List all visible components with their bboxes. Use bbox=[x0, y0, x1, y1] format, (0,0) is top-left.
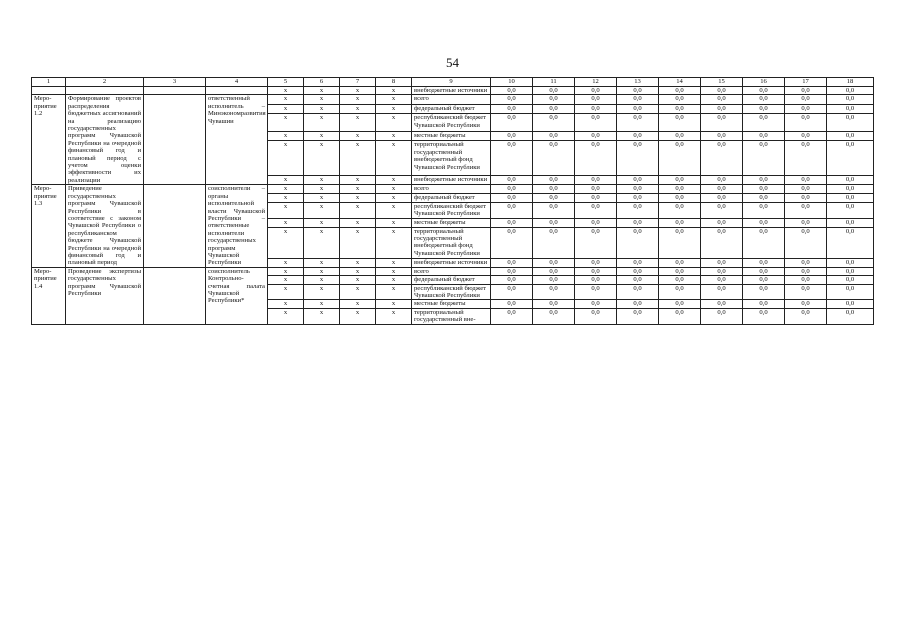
amount-value: 0,0 bbox=[575, 218, 617, 227]
amount-value: 0,0 bbox=[491, 114, 533, 132]
x-marker: х bbox=[340, 218, 376, 227]
amount-value: 0,0 bbox=[785, 227, 827, 259]
amount-value: 0,0 bbox=[785, 193, 827, 202]
x-marker: х bbox=[304, 95, 340, 104]
table-row bbox=[32, 95, 874, 104]
amount-value: 0,0 bbox=[533, 95, 575, 104]
x-marker: х bbox=[340, 202, 376, 218]
amount-value: 0,0 bbox=[827, 132, 874, 141]
amount-value: 0,0 bbox=[575, 259, 617, 268]
table-body bbox=[32, 78, 874, 325]
amount-value: 0,0 bbox=[743, 259, 785, 268]
x-marker: х bbox=[304, 175, 340, 184]
empty-cell bbox=[144, 267, 206, 324]
amount-value: 0,0 bbox=[491, 308, 533, 324]
column-number-cell: 18 bbox=[827, 78, 874, 87]
funding-source: республиканский бюджет Чувашской Республики bbox=[412, 284, 491, 300]
amount-value: 0,0 bbox=[659, 259, 701, 268]
amount-value: 0,0 bbox=[785, 300, 827, 308]
column-number-cell: 1 bbox=[32, 78, 66, 87]
amount-value: 0,0 bbox=[575, 308, 617, 324]
activity-name: Приведение государственных программ Чувашской Республики в соответствие с законом Чувашской Республики о республиканском бюджете Чувашской Республики на очередной финансовый год и плановый период bbox=[66, 185, 144, 267]
x-marker: х bbox=[268, 141, 304, 175]
amount-value: 0,0 bbox=[533, 114, 575, 132]
amount-value: 0,0 bbox=[491, 300, 533, 308]
x-marker: х bbox=[376, 104, 412, 113]
amount-value: 0,0 bbox=[491, 141, 533, 175]
funding-source: местные бюджеты bbox=[412, 300, 491, 308]
empty-cell bbox=[32, 87, 66, 95]
x-marker: х bbox=[304, 276, 340, 284]
amount-value: 0,0 bbox=[701, 175, 743, 184]
page-number: 54 bbox=[446, 55, 459, 70]
x-marker: х bbox=[268, 276, 304, 284]
amount-value: 0,0 bbox=[659, 104, 701, 113]
amount-value: 0,0 bbox=[743, 95, 785, 104]
amount-value: 0,0 bbox=[659, 267, 701, 275]
amount-value: 0,0 bbox=[785, 185, 827, 194]
funding-source: всего bbox=[412, 267, 491, 275]
amount-value: 0,0 bbox=[785, 95, 827, 104]
funding-source: территориальный государственный вне- bbox=[412, 308, 491, 324]
x-marker: х bbox=[268, 132, 304, 141]
amount-value: 0,0 bbox=[743, 276, 785, 284]
x-marker: х bbox=[340, 300, 376, 308]
amount-value: 0,0 bbox=[491, 132, 533, 141]
table-row bbox=[32, 267, 874, 275]
column-number-cell: 11 bbox=[533, 78, 575, 87]
amount-value: 0,0 bbox=[533, 141, 575, 175]
column-number-cell: 14 bbox=[659, 78, 701, 87]
amount-value: 0,0 bbox=[575, 227, 617, 259]
amount-value: 0,0 bbox=[785, 104, 827, 113]
amount-value: 0,0 bbox=[743, 104, 785, 113]
x-marker: х bbox=[304, 218, 340, 227]
amount-value: 0,0 bbox=[575, 284, 617, 300]
amount-value: 0,0 bbox=[827, 114, 874, 132]
amount-value: 0,0 bbox=[617, 300, 659, 308]
amount-value: 0,0 bbox=[491, 267, 533, 275]
amount-value: 0,0 bbox=[575, 114, 617, 132]
activity-code: Мероприятие 1.4 bbox=[32, 267, 66, 324]
amount-value: 0,0 bbox=[827, 104, 874, 113]
x-marker: х bbox=[268, 185, 304, 194]
x-marker: х bbox=[268, 104, 304, 113]
amount-value: 0,0 bbox=[575, 132, 617, 141]
column-number-cell: 15 bbox=[701, 78, 743, 87]
amount-value: 0,0 bbox=[491, 87, 533, 95]
amount-value: 0,0 bbox=[617, 259, 659, 268]
amount-value: 0,0 bbox=[533, 202, 575, 218]
x-marker: х bbox=[304, 300, 340, 308]
amount-value: 0,0 bbox=[743, 193, 785, 202]
empty-cell bbox=[144, 95, 206, 185]
amount-value: 0,0 bbox=[785, 276, 827, 284]
amount-value: 0,0 bbox=[491, 218, 533, 227]
amount-value: 0,0 bbox=[533, 185, 575, 194]
amount-value: 0,0 bbox=[659, 141, 701, 175]
x-marker: х bbox=[304, 114, 340, 132]
activity-executor: ответственный исполнитель – Минэкономразвития Чувашии bbox=[206, 95, 268, 185]
amount-value: 0,0 bbox=[659, 95, 701, 104]
x-marker: х bbox=[268, 193, 304, 202]
amount-value: 0,0 bbox=[827, 259, 874, 268]
table-row bbox=[32, 185, 874, 194]
amount-value: 0,0 bbox=[743, 300, 785, 308]
funding-source: республиканский бюджет Чувашской Республики bbox=[412, 202, 491, 218]
amount-value: 0,0 bbox=[701, 259, 743, 268]
amount-value: 0,0 bbox=[659, 218, 701, 227]
amount-value: 0,0 bbox=[659, 276, 701, 284]
activity-name: Формирование проектов распределения бюджетных ассигнований на реализацию государственных программ Чувашской Республики на очередной финансовый год и плановый период с учетом оценки эффективности их реализации bbox=[66, 95, 144, 185]
amount-value: 0,0 bbox=[827, 141, 874, 175]
amount-value: 0,0 bbox=[827, 202, 874, 218]
funding-source: территориальный государственный внебюджетный фонд Чувашской Республики bbox=[412, 227, 491, 259]
amount-value: 0,0 bbox=[701, 95, 743, 104]
amount-value: 0,0 bbox=[701, 104, 743, 113]
amount-value: 0,0 bbox=[533, 308, 575, 324]
amount-value: 0,0 bbox=[617, 218, 659, 227]
x-marker: х bbox=[304, 185, 340, 194]
amount-value: 0,0 bbox=[617, 276, 659, 284]
amount-value: 0,0 bbox=[575, 202, 617, 218]
x-marker: х bbox=[340, 284, 376, 300]
amount-value: 0,0 bbox=[701, 185, 743, 194]
x-marker: х bbox=[340, 185, 376, 194]
x-marker: х bbox=[340, 308, 376, 324]
amount-value: 0,0 bbox=[785, 87, 827, 95]
amount-value: 0,0 bbox=[743, 87, 785, 95]
amount-value: 0,0 bbox=[617, 104, 659, 113]
amount-value: 0,0 bbox=[743, 141, 785, 175]
amount-value: 0,0 bbox=[827, 185, 874, 194]
column-number-cell: 17 bbox=[785, 78, 827, 87]
x-marker: х bbox=[376, 284, 412, 300]
amount-value: 0,0 bbox=[575, 276, 617, 284]
amount-value: 0,0 bbox=[617, 87, 659, 95]
amount-value: 0,0 bbox=[491, 259, 533, 268]
amount-value: 0,0 bbox=[659, 193, 701, 202]
amount-value: 0,0 bbox=[785, 218, 827, 227]
amount-value: 0,0 bbox=[491, 202, 533, 218]
x-marker: х bbox=[340, 227, 376, 259]
program-funding-table bbox=[31, 77, 874, 325]
x-marker: х bbox=[376, 300, 412, 308]
amount-value: 0,0 bbox=[827, 276, 874, 284]
x-marker: х bbox=[340, 114, 376, 132]
amount-value: 0,0 bbox=[701, 284, 743, 300]
amount-value: 0,0 bbox=[701, 132, 743, 141]
x-marker: х bbox=[268, 259, 304, 268]
amount-value: 0,0 bbox=[827, 227, 874, 259]
amount-value: 0,0 bbox=[533, 104, 575, 113]
amount-value: 0,0 bbox=[533, 87, 575, 95]
amount-value: 0,0 bbox=[785, 114, 827, 132]
x-marker: х bbox=[340, 95, 376, 104]
activity-name: Проведение экспертизы государственных программ Чувашской Республики bbox=[66, 267, 144, 324]
amount-value: 0,0 bbox=[701, 141, 743, 175]
amount-value: 0,0 bbox=[617, 267, 659, 275]
amount-value: 0,0 bbox=[533, 227, 575, 259]
amount-value: 0,0 bbox=[785, 141, 827, 175]
x-marker: х bbox=[268, 227, 304, 259]
x-marker: х bbox=[268, 175, 304, 184]
amount-value: 0,0 bbox=[617, 308, 659, 324]
empty-cell bbox=[144, 185, 206, 267]
amount-value: 0,0 bbox=[701, 267, 743, 275]
x-marker: х bbox=[376, 259, 412, 268]
x-marker: х bbox=[376, 175, 412, 184]
amount-value: 0,0 bbox=[701, 276, 743, 284]
amount-value: 0,0 bbox=[575, 87, 617, 95]
amount-value: 0,0 bbox=[575, 267, 617, 275]
amount-value: 0,0 bbox=[533, 175, 575, 184]
amount-value: 0,0 bbox=[575, 185, 617, 194]
x-marker: х bbox=[340, 193, 376, 202]
empty-cell bbox=[66, 87, 144, 95]
column-number-cell: 4 bbox=[206, 78, 268, 87]
amount-value: 0,0 bbox=[743, 218, 785, 227]
amount-value: 0,0 bbox=[617, 95, 659, 104]
column-number-cell: 13 bbox=[617, 78, 659, 87]
x-marker: х bbox=[376, 114, 412, 132]
amount-value: 0,0 bbox=[617, 193, 659, 202]
amount-value: 0,0 bbox=[617, 227, 659, 259]
amount-value: 0,0 bbox=[827, 87, 874, 95]
amount-value: 0,0 bbox=[533, 259, 575, 268]
x-marker: х bbox=[376, 95, 412, 104]
x-marker: х bbox=[376, 202, 412, 218]
x-marker: х bbox=[304, 104, 340, 113]
funding-source: внебюджетные источники bbox=[412, 175, 491, 184]
amount-value: 0,0 bbox=[659, 300, 701, 308]
amount-value: 0,0 bbox=[701, 202, 743, 218]
x-marker: х bbox=[268, 284, 304, 300]
funding-source: внебюджетные источники bbox=[412, 87, 491, 95]
empty-cell bbox=[144, 87, 206, 95]
amount-value: 0,0 bbox=[743, 267, 785, 275]
x-marker: х bbox=[304, 202, 340, 218]
x-marker: х bbox=[268, 202, 304, 218]
amount-value: 0,0 bbox=[743, 308, 785, 324]
column-number-cell: 8 bbox=[376, 78, 412, 87]
x-marker: х bbox=[376, 87, 412, 95]
amount-value: 0,0 bbox=[785, 202, 827, 218]
amount-value: 0,0 bbox=[575, 95, 617, 104]
amount-value: 0,0 bbox=[491, 284, 533, 300]
amount-value: 0,0 bbox=[743, 185, 785, 194]
amount-value: 0,0 bbox=[785, 132, 827, 141]
amount-value: 0,0 bbox=[575, 193, 617, 202]
amount-value: 0,0 bbox=[659, 308, 701, 324]
x-marker: х bbox=[304, 193, 340, 202]
table-row bbox=[32, 87, 874, 95]
x-marker: х bbox=[340, 104, 376, 113]
x-marker: х bbox=[376, 276, 412, 284]
column-number-cell: 2 bbox=[66, 78, 144, 87]
x-marker: х bbox=[304, 284, 340, 300]
amount-value: 0,0 bbox=[617, 175, 659, 184]
amount-value: 0,0 bbox=[659, 227, 701, 259]
amount-value: 0,0 bbox=[701, 218, 743, 227]
amount-value: 0,0 bbox=[617, 202, 659, 218]
amount-value: 0,0 bbox=[701, 300, 743, 308]
amount-value: 0,0 bbox=[785, 267, 827, 275]
column-number-cell: 9 bbox=[412, 78, 491, 87]
amount-value: 0,0 bbox=[827, 308, 874, 324]
amount-value: 0,0 bbox=[533, 284, 575, 300]
amount-value: 0,0 bbox=[659, 284, 701, 300]
column-number-row bbox=[32, 78, 874, 87]
amount-value: 0,0 bbox=[701, 227, 743, 259]
column-number-cell: 3 bbox=[144, 78, 206, 87]
amount-value: 0,0 bbox=[491, 95, 533, 104]
amount-value: 0,0 bbox=[533, 218, 575, 227]
x-marker: х bbox=[304, 141, 340, 175]
empty-cell bbox=[206, 87, 268, 95]
amount-value: 0,0 bbox=[533, 276, 575, 284]
funding-source: территориальный государственный внебюджетный фонд Чувашской Республики bbox=[412, 141, 491, 175]
amount-value: 0,0 bbox=[827, 218, 874, 227]
amount-value: 0,0 bbox=[659, 114, 701, 132]
amount-value: 0,0 bbox=[785, 308, 827, 324]
amount-value: 0,0 bbox=[827, 193, 874, 202]
amount-value: 0,0 bbox=[659, 202, 701, 218]
amount-value: 0,0 bbox=[785, 284, 827, 300]
amount-value: 0,0 bbox=[575, 175, 617, 184]
funding-source: республиканский бюджет Чувашской Республики bbox=[412, 114, 491, 132]
amount-value: 0,0 bbox=[491, 227, 533, 259]
x-marker: х bbox=[340, 87, 376, 95]
x-marker: х bbox=[376, 308, 412, 324]
amount-value: 0,0 bbox=[743, 284, 785, 300]
amount-value: 0,0 bbox=[827, 95, 874, 104]
x-marker: х bbox=[376, 218, 412, 227]
column-number-cell: 5 bbox=[268, 78, 304, 87]
x-marker: х bbox=[304, 267, 340, 275]
amount-value: 0,0 bbox=[743, 202, 785, 218]
x-marker: х bbox=[340, 259, 376, 268]
amount-value: 0,0 bbox=[617, 185, 659, 194]
column-number-cell: 16 bbox=[743, 78, 785, 87]
x-marker: х bbox=[268, 114, 304, 132]
amount-value: 0,0 bbox=[701, 308, 743, 324]
amount-value: 0,0 bbox=[575, 300, 617, 308]
activity-code: Мероприятие 1.2 bbox=[32, 95, 66, 185]
x-marker: х bbox=[376, 132, 412, 141]
x-marker: х bbox=[340, 175, 376, 184]
funding-source: федеральный бюджет bbox=[412, 104, 491, 113]
x-marker: х bbox=[304, 87, 340, 95]
amount-value: 0,0 bbox=[575, 141, 617, 175]
x-marker: х bbox=[340, 267, 376, 275]
activity-executor: соисполнитель Контрольно-счетная палата Чувашской Республики* bbox=[206, 267, 268, 324]
amount-value: 0,0 bbox=[491, 276, 533, 284]
amount-value: 0,0 bbox=[743, 227, 785, 259]
amount-value: 0,0 bbox=[785, 175, 827, 184]
column-number-cell: 12 bbox=[575, 78, 617, 87]
x-marker: х bbox=[268, 95, 304, 104]
column-number-cell: 7 bbox=[340, 78, 376, 87]
amount-value: 0,0 bbox=[617, 141, 659, 175]
funding-source: всего bbox=[412, 185, 491, 194]
amount-value: 0,0 bbox=[659, 185, 701, 194]
x-marker: х bbox=[304, 308, 340, 324]
amount-value: 0,0 bbox=[491, 175, 533, 184]
funding-source: внебюджетные источники bbox=[412, 259, 491, 268]
funding-source: федеральный бюджет bbox=[412, 193, 491, 202]
amount-value: 0,0 bbox=[659, 175, 701, 184]
amount-value: 0,0 bbox=[827, 300, 874, 308]
amount-value: 0,0 bbox=[533, 132, 575, 141]
amount-value: 0,0 bbox=[827, 175, 874, 184]
x-marker: х bbox=[304, 132, 340, 141]
amount-value: 0,0 bbox=[533, 300, 575, 308]
activity-code: Мероприятие 1.3 bbox=[32, 185, 66, 267]
x-marker: х bbox=[268, 308, 304, 324]
x-marker: х bbox=[340, 276, 376, 284]
x-marker: х bbox=[376, 227, 412, 259]
funding-source: местные бюджеты bbox=[412, 132, 491, 141]
x-marker: х bbox=[376, 185, 412, 194]
amount-value: 0,0 bbox=[575, 104, 617, 113]
x-marker: х bbox=[376, 193, 412, 202]
amount-value: 0,0 bbox=[743, 175, 785, 184]
x-marker: х bbox=[376, 141, 412, 175]
amount-value: 0,0 bbox=[617, 284, 659, 300]
x-marker: х bbox=[268, 218, 304, 227]
amount-value: 0,0 bbox=[701, 87, 743, 95]
x-marker: х bbox=[304, 259, 340, 268]
x-marker: х bbox=[340, 141, 376, 175]
x-marker: х bbox=[376, 267, 412, 275]
amount-value: 0,0 bbox=[743, 114, 785, 132]
funding-source: федеральный бюджет bbox=[412, 276, 491, 284]
amount-value: 0,0 bbox=[701, 193, 743, 202]
amount-value: 0,0 bbox=[827, 267, 874, 275]
funding-source: местные бюджеты bbox=[412, 218, 491, 227]
amount-value: 0,0 bbox=[743, 132, 785, 141]
amount-value: 0,0 bbox=[533, 193, 575, 202]
funding-source: всего bbox=[412, 95, 491, 104]
amount-value: 0,0 bbox=[617, 114, 659, 132]
column-number-cell: 10 bbox=[491, 78, 533, 87]
x-marker: х bbox=[268, 267, 304, 275]
activity-executor: соисполнители – органы исполнительной власти Чувашской Республики – ответственные исполнители государственных программ Чувашской Республики bbox=[206, 185, 268, 267]
amount-value: 0,0 bbox=[659, 132, 701, 141]
x-marker: х bbox=[304, 227, 340, 259]
amount-value: 0,0 bbox=[659, 87, 701, 95]
amount-value: 0,0 bbox=[491, 185, 533, 194]
amount-value: 0,0 bbox=[617, 132, 659, 141]
amount-value: 0,0 bbox=[701, 114, 743, 132]
amount-value: 0,0 bbox=[827, 284, 874, 300]
amount-value: 0,0 bbox=[533, 267, 575, 275]
x-marker: х bbox=[340, 132, 376, 141]
x-marker: х bbox=[268, 300, 304, 308]
amount-value: 0,0 bbox=[491, 193, 533, 202]
amount-value: 0,0 bbox=[785, 259, 827, 268]
x-marker: х bbox=[268, 87, 304, 95]
amount-value: 0,0 bbox=[491, 104, 533, 113]
column-number-cell: 6 bbox=[304, 78, 340, 87]
